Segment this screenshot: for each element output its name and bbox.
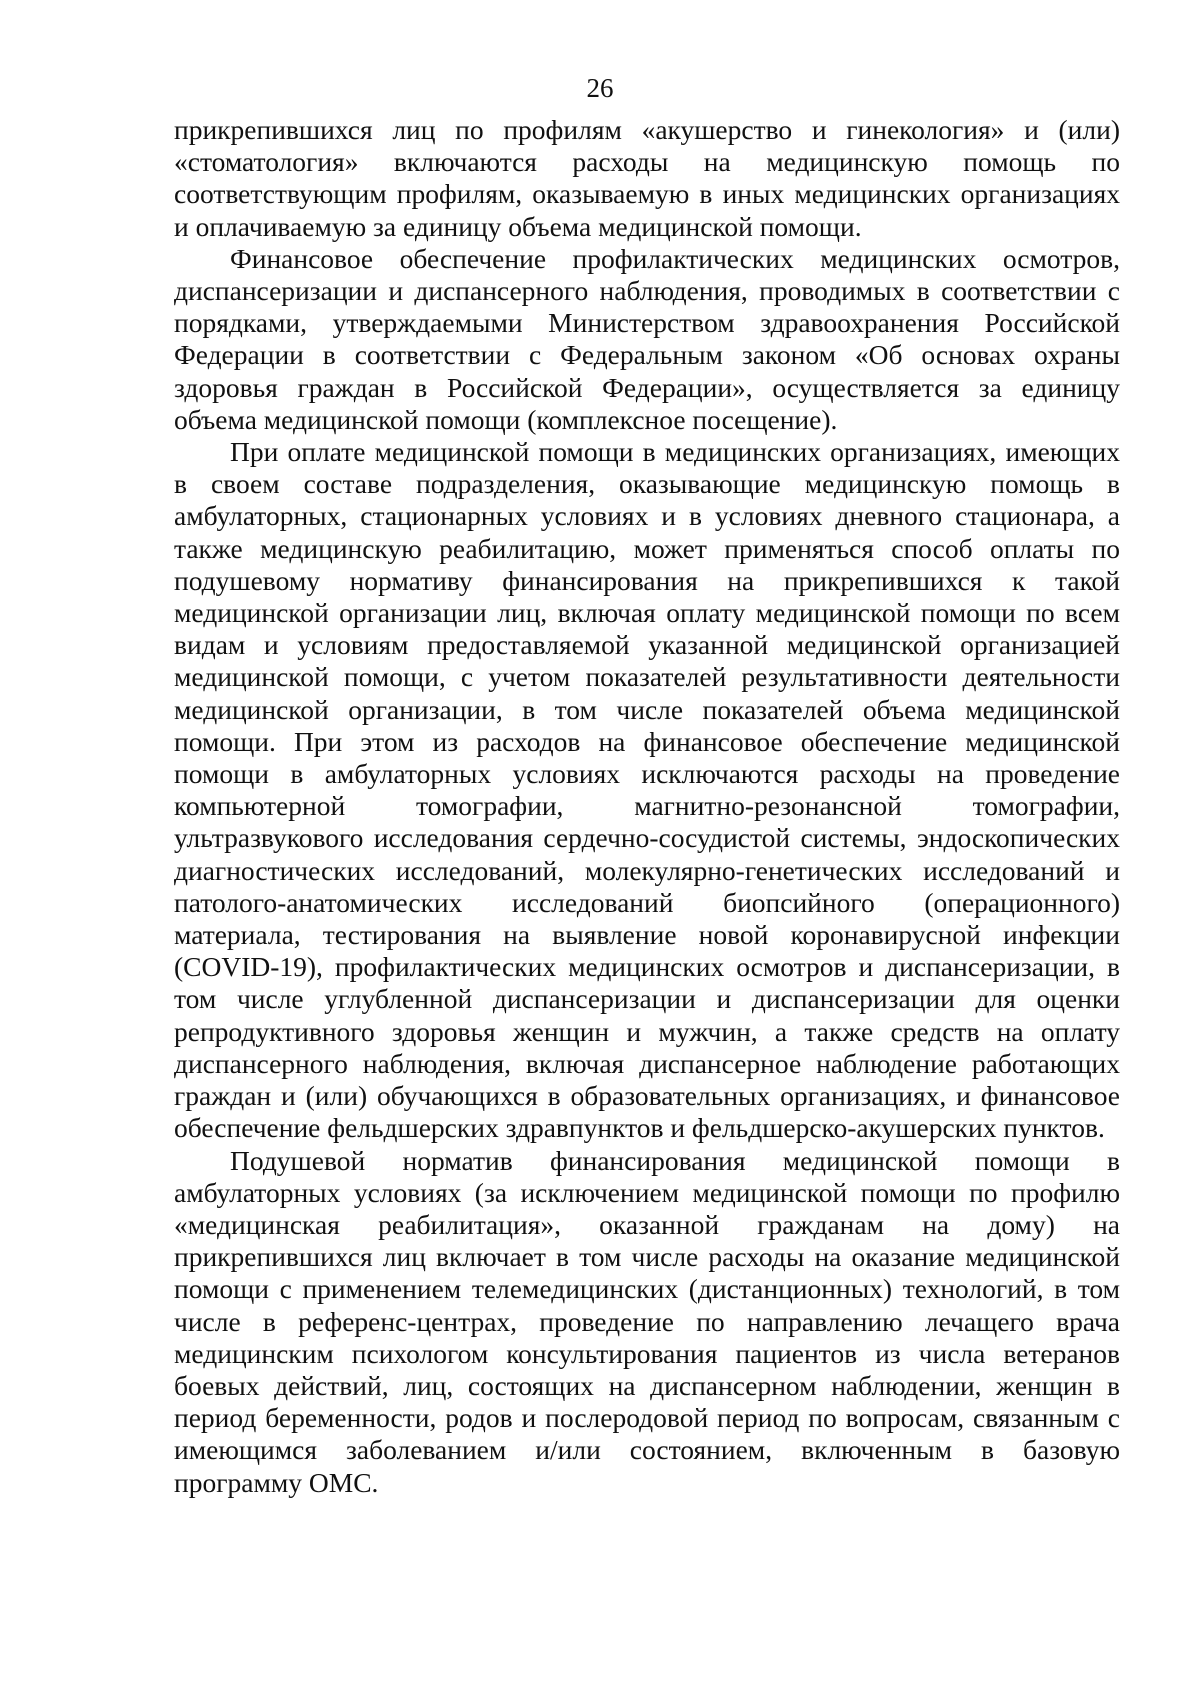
document-body: [174, 114, 1120, 1499]
paragraph-per-capita-payment-method: При оплате медицинской помощи в медицинских организациях, имеющих в своем составе подразделения, оказывающие медицинскую помощь в амбулаторных, стационарных условиях и в условиях дневного стационара, а также медицинскую реабилитацию, может применяться способ оплаты по подушевому нормативу финансирования на прикрепившихся к такой медицинской организации лиц, включая оплату медицинской помощи по всем видам и условиям предоставляемой указанной медицинской организацией медицинской помощи, с учетом показателей результативности деятельности медицинской организации, в том числе показателей объема медицинской помощи. При этом из расходов на финансовое обеспечение медицинской помощи в амбулаторных условиях исключаются расходы на проведение компьютерной томографии, магнитно-резонансной томографии, ультразвукового исследования сердечно-сосудистой системы, эндоскопических диагностических исследований, молекулярно-генетических исследований и патолого-анатомических исследований биопсийного (операционного) материала, тестирования на выявление новой коронавирусной инфекции (COVID-19), профилактических медицинских осмотров и диспансеризации, в том числе углубленной диспансеризации и диспансеризации для оценки репродуктивного здоровья женщин и мужчин, а также средств на оплату диспансерного наблюдения, включая диспансерное наблюдение работающих граждан и (или) обучающихся в образовательных организациях, и финансовое обеспечение фельдшерских здравпунктов и фельдшерско-акушерских пунктов.: [174, 436, 1120, 1144]
paragraph-preventive-exams-financing: Финансовое обеспечение профилактических медицинских осмотров, диспансеризации и диспансерного наблюдения, проводимых в соответствии с порядками, утверждаемыми Министерством здравоохранения Российской Федерации в соответствии с Федеральным законом «Об основах охраны здоровья граждан в Российской Федерации», осуществляется за единицу объема медицинской помощи (комплексное посещение).: [174, 242, 1120, 435]
page-number: 26: [586, 73, 614, 103]
paragraph-per-capita-standard: Подушевой норматив финансирования медицинской помощи в амбулаторных условиях (за исключением медицинской помощи по профилю «медицинская реабилитация», оказанной гражданам на дому) на прикрепившихся лиц включает в том числе расходы на оказание медицинской помощи с применением телемедицинских (дистанционных) технологий, в том числе в референс-центрах, проведение по направлению лечащего врача медицинским психологом консультирования пациентов из числа ветеранов боевых действий, лиц, состоящих на диспансерном наблюдении, женщин в период беременности, родов и послеродовой период по вопросам, связанным с имеющимся заболеванием и/или состоянием, включенным в базовую программу ОМС.: [174, 1144, 1120, 1498]
paragraph-continuation: прикрепившихся лиц по профилям «акушерство и гинекология» и (или) «стоматология» включаются расходы на медицинскую помощь по соответствующим профилям, оказываемую в иных медицинских организациях и оплачиваемую за единицу объема медицинской помощи.: [174, 114, 1120, 242]
